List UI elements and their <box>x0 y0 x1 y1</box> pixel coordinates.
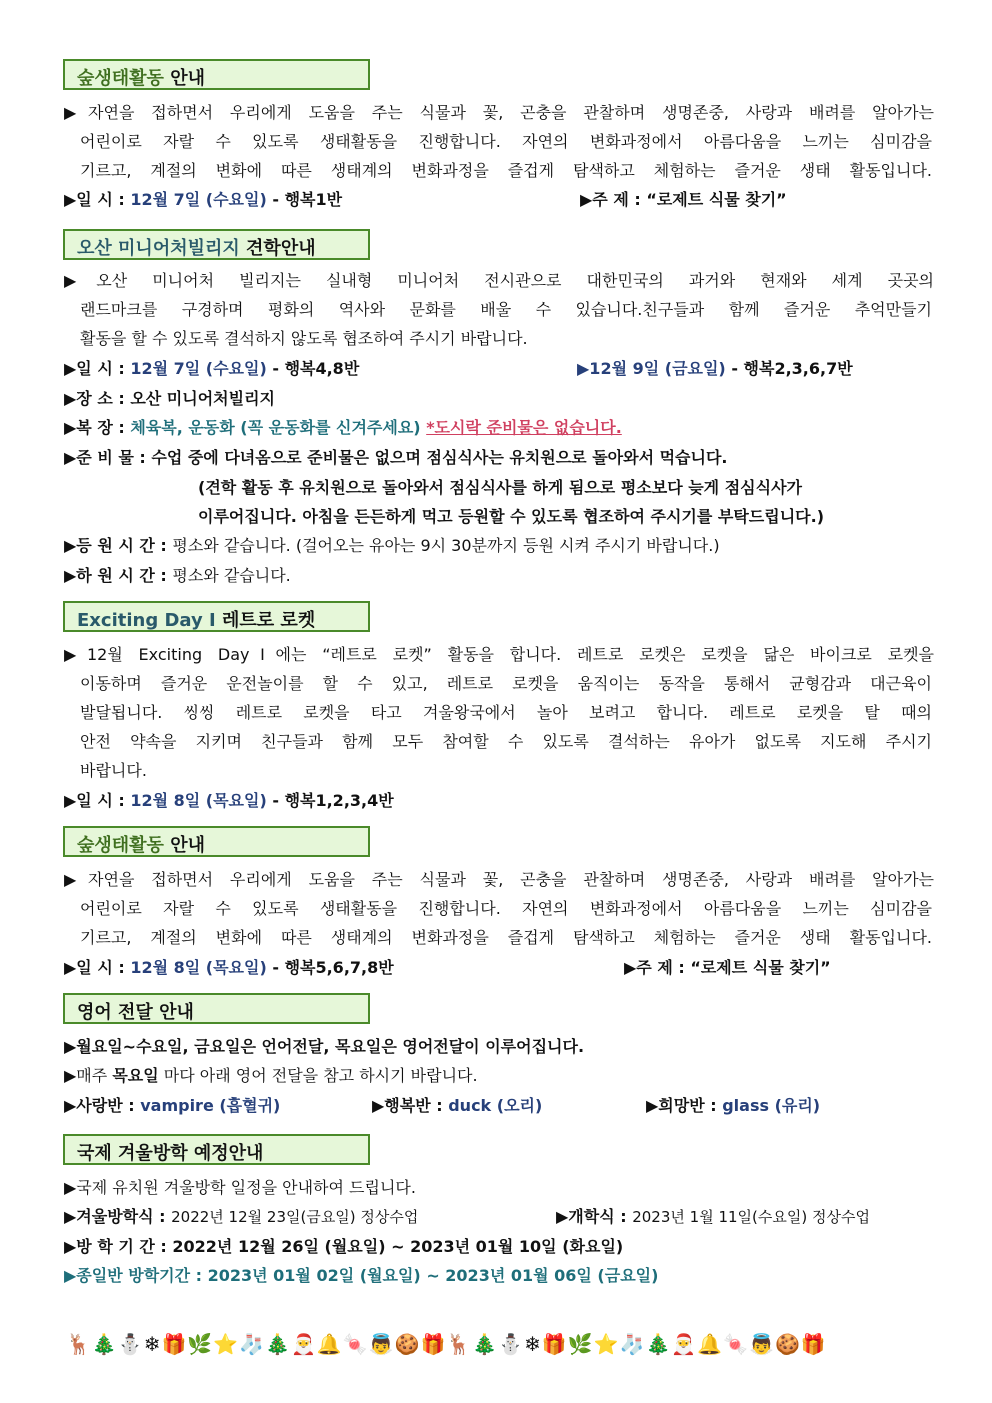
sec3-body-1: ▶12월 Exciting DayⅠ에는 “레트로 로켓” 활동을 합니다. 레트로 로켓은 로켓을 닮은 바이크로 로켓을 <box>64 645 934 664</box>
sec3-body-3: 발달됩니다. 씽씽 레트로 로켓을 타고 겨울왕국에서 놀아 보려고 합니다. 레트로 로켓을 탈 때의 <box>80 703 932 722</box>
sec5-line-2c: 마다 아래 영어 전달을 참고 하시기 바랍니다. <box>158 1066 478 1085</box>
sec1-date-value: 12월 7일 (수요일) <box>130 190 267 209</box>
section-title-osan-b: 견학안내 <box>246 238 316 259</box>
sec4-body-1: ▶자연을 접하면서 우리에게 도움을 주는 식물과 꽃, 곤충을 관찰하며 생명존중, 사랑과 배려를 알아가는 <box>64 870 934 889</box>
sec5-line-2b: 목요일 <box>112 1066 159 1085</box>
sec6-opening-label: ▶개학식 : <box>556 1207 633 1226</box>
section-title-forest2-a: 숲생태활동 <box>77 835 164 856</box>
section-title-exciting-a: Exciting Day Ⅰ <box>77 610 216 631</box>
sec1-body-1: ▶자연을 접하면서 우리에게 도움을 주는 식물과 꽃, 곤충을 관찰하며 생명존중, 사랑과 배려를 알아가는 <box>64 103 934 122</box>
sec2-prep-label: ▶준 비 물 : <box>64 448 152 467</box>
sec1-date-row <box>64 190 934 210</box>
english-item-happy-value: duck (오리) <box>448 1096 543 1115</box>
english-item-love-value: vampire (흡혈귀) <box>140 1096 281 1115</box>
sec2-prep-line-1: 수업 중에 다녀옴으로 준비물은 없으며 점심식사는 유치원으로 돌아와서 먹습니다. <box>151 448 728 467</box>
sec6-allday-label: ▶종일반 방학기간 : <box>64 1266 208 1285</box>
section-title-exciting-day <box>63 601 370 632</box>
sec1-date-class: - 행복1반 <box>266 190 343 209</box>
sec2-prep-line-2: (견학 활동 후 유치원으로 돌아와서 점심식사를 하게 됨으로 평소보다 늦게 점심식사가 <box>198 478 802 497</box>
sec1-theme-label: ▶주 제 : <box>580 190 647 209</box>
section-title-osan <box>63 229 370 260</box>
section-title-forest-2 <box>63 826 370 857</box>
sec2-body-2: 랜드마크를 구경하며 평화의 역사와 문화를 배울 수 있습니다.친구들과 함께 즐거운 추억만들기 <box>80 300 932 319</box>
sec4-theme-label: ▶주 제 : <box>624 958 691 977</box>
english-item-hope-value: glass (유리) <box>722 1096 821 1115</box>
sec2-leave-value: 평소와 같습니다. <box>172 566 291 585</box>
sec6-period-label: ▶방 학 기 간 : <box>64 1237 173 1256</box>
sec2-arrive-value: 평소와 같습니다. (걸어오는 유아는 9시 30분까지 등원 시켜 주시기 바랍니다.) <box>172 536 720 555</box>
sec5-line-2a: ▶매주 <box>64 1066 113 1085</box>
english-item-hope <box>646 1096 820 1116</box>
sec2-arrive-label: ▶등 원 시 간 : <box>64 536 173 555</box>
section-title-forest2-b: 안내 <box>170 835 206 856</box>
section-title-exciting-b: 레트로 로켓 <box>222 610 316 631</box>
sec2-date1-value: 12월 7일 (수요일) <box>130 359 267 378</box>
sec1-theme-value: “로제트 식물 찾기” <box>646 190 787 209</box>
sec3-date-value: 12월 8일 (목요일) <box>130 791 267 810</box>
sec3-body-5: 바랍니다. <box>80 761 147 780</box>
sec5-line-1: ▶월요일~수요일, 금요일은 언어전달, 목요일은 영어전달이 이루어집니다. <box>64 1037 585 1056</box>
sec6-closing-label: ▶겨울방학식 : <box>64 1207 172 1226</box>
sec2-arrive-row <box>64 536 934 556</box>
sec3-body-2: 이동하며 즐거운 운전놀이를 할 수 있고, 레트로 로켓을 움직이는 동작을 통해서 균형감과 대근육이 <box>80 674 932 693</box>
sec2-date2-value: ▶12월 9일 (금요일) <box>577 359 726 378</box>
sec4-body-3: 기르고, 계절의 변화에 따른 생태계의 변화과정을 즐겁게 탐색하고 체험하는 즐거운 생태 활동입니다. <box>80 928 932 947</box>
sec6-allday-row <box>64 1266 934 1286</box>
sec2-wear-note: *도시락 준비물은 없습니다. <box>426 418 622 437</box>
sec5-line-2 <box>64 1066 934 1086</box>
sec6-period-row <box>64 1237 934 1257</box>
sec2-place-value: 오산 미니어처빌리지 <box>130 389 276 408</box>
section-title-forest-b: 안내 <box>170 68 206 89</box>
sec2-body-3: 활동을 할 수 있도록 결석하지 않도록 협조하여 주시기 바랍니다. <box>80 329 528 348</box>
sec6-closing-value: 2022년 12월 23일(금요일) 정상수업 <box>171 1208 419 1226</box>
sec4-theme-row <box>624 958 831 978</box>
sec6-period-value: 2022년 12월 26일 (월요일) ~ 2023년 01월 10일 (화요일) <box>172 1237 624 1256</box>
sec6-opening-row <box>556 1207 870 1227</box>
sec4-body-2: 어린이로 자랄 수 있도록 생태활동을 진행합니다. 자연의 변화과정에서 아름다움을 느끼는 심미감을 <box>80 899 932 918</box>
sec2-date2-row <box>577 359 853 379</box>
sec3-body-4: 안전 약속을 지키며 친구들과 함께 모두 참여할 수 있도록 결석하는 유아가 없도록 지도해 주시기 <box>80 732 932 751</box>
sec2-leave-label: ▶하 원 시 간 : <box>64 566 173 585</box>
english-item-hope-label: ▶희망반 : <box>646 1096 723 1115</box>
section-title-osan-a: 오산 미니어처빌리지 <box>77 238 240 259</box>
sec1-body-2: 어린이로 자랄 수 있도록 생태활동을 진행합니다. 자연의 변화과정에서 아름다움을 느끼는 심미감을 <box>80 132 932 151</box>
sec2-date-label: ▶일 시 : <box>64 359 131 378</box>
sec4-date-class: - 행복5,6,7,8반 <box>266 958 394 977</box>
sec6-allday-value: 2023년 01월 02일 (월요일) ~ 2023년 01월 06일 (금요일) <box>207 1266 659 1285</box>
sec2-place-label: ▶장 소 : <box>64 389 131 408</box>
sec6-opening-value: 2023년 1월 11일(수요일) 정상수업 <box>632 1208 870 1226</box>
sec2-wear-value: 체육복, 운동화 (꼭 운동화를 신겨주세요) <box>130 418 421 437</box>
sec3-date-row <box>64 791 934 811</box>
sec1-body-3: 기르고, 계절의 변화에 따른 생태계의 변화과정을 즐겁게 탐색하고 체험하는 즐거운 생태 활동입니다. <box>80 161 932 180</box>
sec2-date1-class: - 행복4,8반 <box>266 359 360 378</box>
sec1-date-label: ▶일 시 : <box>64 190 131 209</box>
sec2-leave-row <box>64 566 934 586</box>
sec4-theme-value: “로제트 식물 찾기” <box>690 958 831 977</box>
sec3-date-label: ▶일 시 : <box>64 791 131 810</box>
sec2-wear-label: ▶복 장 : <box>64 418 131 437</box>
sec3-date-class: - 행복1,2,3,4반 <box>266 791 394 810</box>
sec4-date-value: 12월 8일 (목요일) <box>130 958 267 977</box>
sec2-wear-row <box>64 418 934 438</box>
sec2-prep-row <box>64 448 934 468</box>
english-item-happy <box>372 1096 542 1116</box>
english-item-love <box>64 1096 280 1116</box>
section-title-forest-a: 숲생태활동 <box>77 68 164 89</box>
sec2-place-row <box>64 389 934 409</box>
sec2-prep-line-3: 이루어집니다. 아침을 든든하게 먹고 등원할 수 있도록 협조하여 주시기를 부탁드립니다.) <box>198 507 825 526</box>
sec6-line-1: ▶국제 유치원 겨울방학 일정을 안내하여 드립니다. <box>64 1178 416 1197</box>
sec4-date-label: ▶일 시 : <box>64 958 131 977</box>
sec2-body-1: ▶오산 미니어처 빌리지는 실내형 미니어처 전시관으로 대한민국의 과거와 현재와 세계 곳곳의 <box>64 271 934 290</box>
section-title-forest <box>63 59 370 90</box>
sec2-date2-class: - 행복2,3,6,7반 <box>725 359 853 378</box>
sec1-theme-row <box>580 190 787 210</box>
english-item-happy-label: ▶행복반 : <box>372 1096 449 1115</box>
section-title-english: 영어 전달 안내 <box>63 993 370 1024</box>
section-title-winter-break: 국제 겨울방학 예정안내 <box>63 1134 370 1165</box>
christmas-icons-border: 🦌🎄⛄❄🎁🌿⭐🧦🎄🎅🔔🍬👼🍪🎁🦌🎄⛄❄🎁🌿⭐🧦🎄🎅🔔🍬👼🍪🎁 <box>66 1332 827 1356</box>
english-item-love-label: ▶사랑반 : <box>64 1096 141 1115</box>
